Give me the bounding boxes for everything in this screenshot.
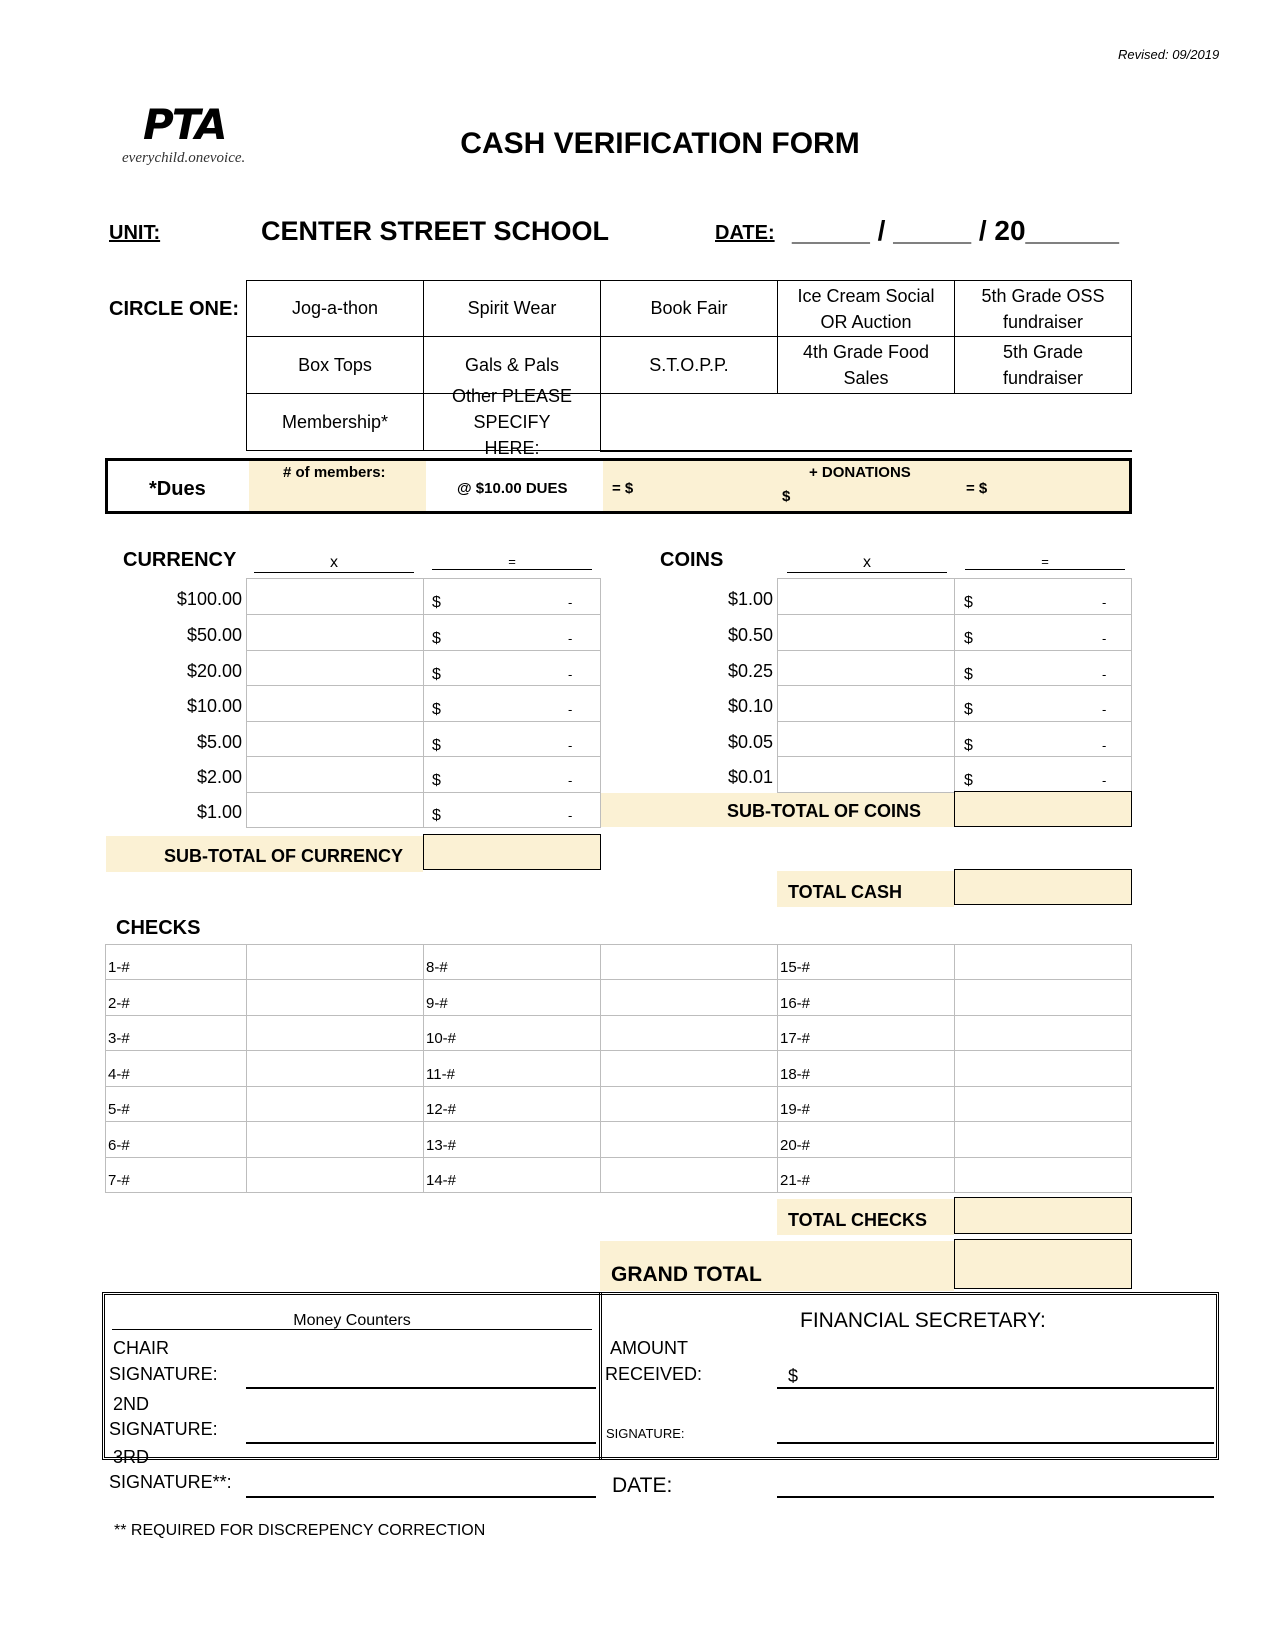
currency-count-input[interactable] bbox=[247, 722, 422, 756]
coin-denom: $0.10 bbox=[727, 695, 773, 716]
option-5th-grade-oss[interactable]: 5th Grade OSS fundraiser bbox=[954, 280, 1132, 337]
check-amount-column-3[interactable] bbox=[955, 945, 1130, 1191]
third-signature-label: SIGNATURE**: bbox=[109, 1472, 232, 1492]
currency-amount-dollar: $ bbox=[432, 630, 441, 647]
coin-count-input[interactable] bbox=[778, 757, 953, 792]
currency-denom: $5.00 bbox=[196, 731, 242, 752]
option-4th-grade-food[interactable]: 4th Grade Food Sales bbox=[777, 336, 955, 394]
currency-x-header: x bbox=[254, 554, 414, 573]
check-amount-column-1[interactable] bbox=[247, 945, 422, 1191]
check-number-label: 11-# bbox=[426, 1066, 455, 1083]
option-ice-cream-social[interactable]: Ice Cream Social OR Auction bbox=[777, 280, 955, 337]
pta-logo-mark: PTA bbox=[143, 100, 226, 149]
form-title: CASH VERIFICATION FORM bbox=[460, 127, 860, 160]
option-gals-pals[interactable]: Gals & Pals bbox=[423, 336, 601, 394]
check-amount-column-2[interactable] bbox=[601, 945, 776, 1191]
option-membership[interactable]: Membership* bbox=[246, 393, 424, 451]
circle-one-label: CIRCLE ONE: bbox=[109, 298, 239, 320]
check-number-label: 4-# bbox=[108, 1066, 130, 1083]
currency-eq-header: = bbox=[432, 554, 592, 570]
currency-amount-dash: - bbox=[568, 631, 573, 646]
third-label: 3RD bbox=[113, 1447, 150, 1467]
second-label: 2ND bbox=[113, 1394, 150, 1414]
currency-amount-dash: - bbox=[568, 667, 573, 682]
coin-amount-dash: - bbox=[1102, 738, 1107, 753]
check-number-label: 1-# bbox=[108, 959, 130, 976]
check-number-label: 14-# bbox=[426, 1172, 457, 1189]
coins-label: COINS bbox=[660, 549, 724, 571]
coin-amount-dollar: $ bbox=[964, 630, 973, 647]
coin-amount-dash: - bbox=[1102, 773, 1107, 788]
pta-logo-tagline: everychild.onevoice. bbox=[122, 150, 246, 166]
currency-count-input[interactable] bbox=[247, 651, 422, 685]
date-label: DATE: bbox=[715, 222, 775, 244]
currency-amount-dollar: $ bbox=[432, 807, 441, 824]
other-specify-line[interactable] bbox=[600, 450, 1132, 452]
coin-denom: $0.25 bbox=[727, 660, 773, 681]
financial-secretary-label: FINANCIAL SECRETARY: bbox=[800, 1309, 1046, 1332]
currency-subtotal-field[interactable] bbox=[423, 834, 601, 870]
currency-amount-dollar: $ bbox=[432, 701, 441, 718]
dues-members-label: # of members: bbox=[283, 464, 386, 481]
currency-count-input[interactable] bbox=[247, 579, 422, 614]
check-number-label: 7-# bbox=[108, 1172, 130, 1189]
coin-amount-dollar: $ bbox=[964, 701, 973, 718]
fin-signature-label: SIGNATURE: bbox=[606, 1426, 685, 1441]
currency-amount-dollar: $ bbox=[432, 772, 441, 789]
currency-amount-dash: - bbox=[568, 773, 573, 788]
coin-amount-dollar: $ bbox=[964, 737, 973, 754]
option-spirit-wear[interactable]: Spirit Wear bbox=[423, 280, 601, 337]
donations-dollar: $ bbox=[782, 488, 791, 505]
currency-denom: $10.00 bbox=[186, 695, 242, 716]
coin-count-input[interactable] bbox=[778, 579, 953, 614]
dues-box bbox=[105, 458, 1132, 514]
total-checks-label: TOTAL CHECKS bbox=[788, 1210, 928, 1230]
check-number-label: 2-# bbox=[108, 995, 130, 1012]
coin-amount-dash: - bbox=[1102, 631, 1107, 646]
check-number-label: 6-# bbox=[108, 1137, 130, 1154]
option-box-tops[interactable]: Box Tops bbox=[246, 336, 424, 394]
coins-subtotal-label: SUB-TOTAL OF COINS bbox=[727, 801, 922, 821]
dues-rate: @ $10.00 DUES bbox=[457, 480, 568, 497]
currency-count-input[interactable] bbox=[247, 793, 422, 827]
third-signature-line[interactable] bbox=[246, 1496, 596, 1498]
coin-denom: $0.01 bbox=[727, 766, 773, 787]
check-number-label: 18-# bbox=[780, 1066, 811, 1083]
coin-denom: $0.50 bbox=[727, 624, 773, 645]
coin-amount-dash: - bbox=[1102, 702, 1107, 717]
option-jog-a-thon[interactable]: Jog-a-thon bbox=[246, 280, 424, 337]
fin-signature-line[interactable] bbox=[777, 1442, 1214, 1444]
option-stopp[interactable]: S.T.O.P.P. bbox=[600, 336, 778, 394]
checks-label: CHECKS bbox=[116, 917, 201, 939]
coin-amount-dollar: $ bbox=[964, 594, 973, 611]
fin-date-line[interactable] bbox=[777, 1496, 1214, 1498]
chair-signature-line[interactable] bbox=[246, 1387, 596, 1389]
signature-divider bbox=[599, 1292, 602, 1460]
currency-amount-dollar: $ bbox=[432, 666, 441, 683]
check-number-label: 21-# bbox=[780, 1172, 811, 1189]
check-number-label: 3-# bbox=[108, 1030, 130, 1047]
coins-eq-header: = bbox=[965, 554, 1125, 570]
grand-total-label: GRAND TOTAL bbox=[611, 1263, 762, 1286]
currency-count-input[interactable] bbox=[247, 757, 422, 792]
coin-count-input[interactable] bbox=[778, 686, 953, 721]
coins-subtotal-field[interactable] bbox=[954, 791, 1132, 827]
currency-label: CURRENCY bbox=[123, 549, 237, 571]
coin-amount-dash: - bbox=[1102, 667, 1107, 682]
check-number-label: 12-# bbox=[426, 1101, 457, 1118]
check-number-label: 20-# bbox=[780, 1137, 811, 1154]
amount-dollar: $ bbox=[788, 1366, 799, 1386]
currency-denom: $1.00 bbox=[196, 801, 242, 822]
dues-label: *Dues bbox=[149, 478, 206, 500]
currency-count-input[interactable] bbox=[247, 615, 422, 650]
total-cash-label: TOTAL CASH bbox=[788, 882, 903, 902]
amount-received-line[interactable] bbox=[777, 1387, 1214, 1389]
chair-signature-label: SIGNATURE: bbox=[109, 1364, 218, 1384]
check-number-label: 9-# bbox=[426, 995, 448, 1012]
chair-label: CHAIR bbox=[113, 1338, 170, 1358]
check-number-label: 15-# bbox=[780, 959, 811, 976]
coins-x-header: x bbox=[787, 554, 947, 573]
currency-amount-dollar: $ bbox=[432, 737, 441, 754]
check-number-label: 17-# bbox=[780, 1030, 811, 1047]
check-number-label: 10-# bbox=[426, 1030, 457, 1047]
unit-label: UNIT: bbox=[109, 222, 161, 244]
fin-date-label: DATE: bbox=[612, 1474, 673, 1497]
currency-denom: $50.00 bbox=[186, 624, 242, 645]
grand-total-field[interactable] bbox=[954, 1239, 1132, 1289]
check-number-label: 8-# bbox=[426, 959, 448, 976]
option-book-fair[interactable]: Book Fair bbox=[600, 280, 778, 337]
currency-count-input[interactable] bbox=[247, 686, 422, 721]
currency-amount-dash: - bbox=[568, 738, 573, 753]
money-counters-label: Money Counters bbox=[293, 1312, 411, 1329]
currency-amount-dash: - bbox=[568, 808, 573, 823]
coin-count-input[interactable] bbox=[778, 615, 953, 650]
coin-denom: $1.00 bbox=[727, 588, 773, 609]
currency-amount-dollar: $ bbox=[432, 594, 441, 611]
second-signature-label: SIGNATURE: bbox=[109, 1419, 218, 1439]
coin-amount-dollar: $ bbox=[964, 666, 973, 683]
currency-subtotal-label: SUB-TOTAL OF CURRENCY bbox=[164, 846, 404, 866]
amount-label: AMOUNT bbox=[610, 1338, 688, 1358]
currency-amount-dash: - bbox=[568, 702, 573, 717]
coin-denom: $0.05 bbox=[727, 731, 773, 752]
total-checks-field[interactable] bbox=[954, 1197, 1132, 1234]
unit-value: CENTER STREET SCHOOL bbox=[261, 216, 610, 246]
dues-grand-equals: = $ bbox=[966, 480, 988, 497]
footnote: ** REQUIRED FOR DISCREPENCY CORRECTION bbox=[114, 1522, 486, 1539]
second-signature-line[interactable] bbox=[246, 1442, 596, 1444]
coin-count-input[interactable] bbox=[778, 651, 953, 685]
check-number-label: 19-# bbox=[780, 1101, 811, 1118]
date-value[interactable]: _____ / _____ / 20______ bbox=[792, 215, 1119, 246]
total-cash-field[interactable] bbox=[954, 869, 1132, 905]
option-other-specify[interactable]: Other PLEASE SPECIFY HERE: bbox=[423, 393, 601, 451]
donations-label: + DONATIONS bbox=[809, 464, 911, 481]
coin-amount-dollar: $ bbox=[964, 772, 973, 789]
coin-count-input[interactable] bbox=[778, 722, 953, 756]
check-number-label: 16-# bbox=[780, 995, 811, 1012]
coin-amount-dash: - bbox=[1102, 595, 1107, 610]
dues-equals: = $ bbox=[612, 480, 634, 497]
received-label: RECEIVED: bbox=[605, 1364, 703, 1384]
currency-denom: $2.00 bbox=[196, 766, 242, 787]
check-number-label: 5-# bbox=[108, 1101, 130, 1118]
currency-denom: $20.00 bbox=[186, 660, 242, 681]
option-5th-grade-fundraiser[interactable]: 5th Grade fundraiser bbox=[954, 336, 1132, 394]
revised-note: Revised: 09/2019 bbox=[1118, 47, 1220, 62]
currency-denom: $100.00 bbox=[176, 588, 242, 609]
currency-amount-dash: - bbox=[568, 595, 573, 610]
check-number-label: 13-# bbox=[426, 1137, 457, 1154]
